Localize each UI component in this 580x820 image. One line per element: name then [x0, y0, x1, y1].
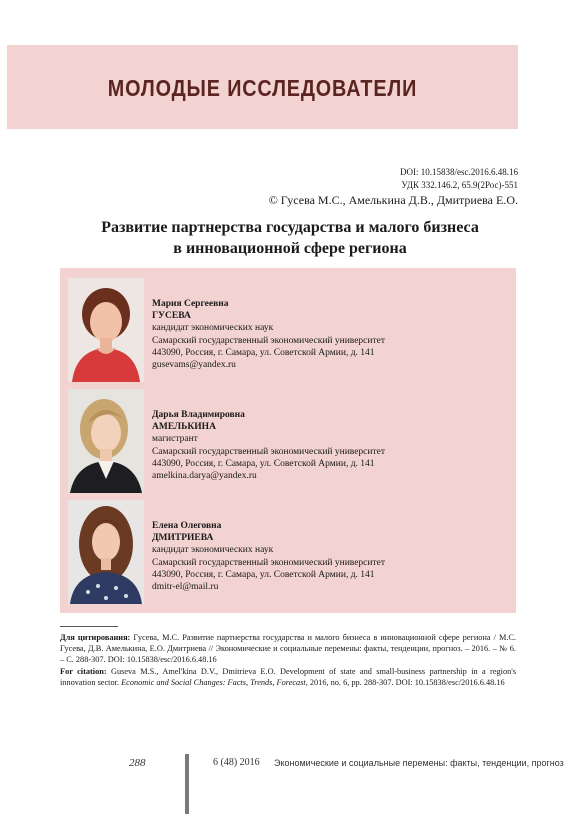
author-photo-amelkina	[68, 389, 144, 493]
author-address: 443090, Россия, г. Самара, ул. Советской Армии, д. 141	[152, 569, 375, 580]
author-info-guseva	[152, 298, 385, 371]
footnote-divider	[60, 626, 118, 627]
author-photo-dmitrieva	[68, 500, 144, 604]
author-last-name: АМЕЛЬКИНА	[152, 422, 216, 433]
citation-en-text: Guseva M.S., Amel'kina D.V., Dmitrieva E.O. Development of state and small-business partnership in a region's innovation sector.	[60, 667, 516, 687]
author-last-name: ГУСЕВА	[152, 311, 191, 322]
citation-en-journal: Economic and Social Changes: Facts, Trends, Forecast,	[121, 678, 308, 687]
author-last-name: ДМИТРИЕВА	[152, 533, 214, 544]
author-email: amelkina.darya@yandex.ru	[152, 471, 257, 482]
author-address: 443090, Россия, г. Самара, ул. Советской Армии, д. 141	[152, 347, 375, 358]
author-address: 443090, Россия, г. Самара, ул. Советской Армии, д. 141	[152, 458, 375, 469]
author-degree: магистрант	[152, 434, 198, 445]
author-degree: кандидат экономических наук	[152, 545, 274, 556]
author-degree: кандидат экономических наук	[152, 323, 274, 334]
author-photo-guseva	[68, 278, 144, 382]
doi: DOI: 10.15838/esc.2016.6.48.16	[400, 167, 518, 177]
copyright: © Гусева М.С., Амелькина Д.В., Дмитриева Е.О.	[268, 193, 518, 207]
page-number: 288	[129, 757, 146, 769]
authors-box	[60, 268, 516, 613]
author-email: dmitr-el@mail.ru	[152, 582, 219, 593]
journal-name: Экономические и социальные перемены: факты, тенденции, прогноз	[274, 758, 564, 768]
article-title	[60, 217, 520, 259]
footer-divider	[185, 754, 189, 814]
citation-en	[60, 666, 516, 688]
author-card-dmitrieva	[68, 500, 508, 604]
citation-en-text-tail: 2016, no. 6, pp. 288-307. DOI: 10.15838/esc/2016.6.48.16	[307, 678, 505, 687]
author-info-amelkina	[152, 409, 385, 482]
issue-number: 6 (48) 2016	[213, 757, 260, 768]
author-organization: Самарский государственный экономический университет	[152, 335, 386, 346]
citation-ru-label: Для цитирования:	[60, 633, 131, 642]
section-title: МОЛОДЫЕ ИССЛЕДОВАТЕЛИ	[107, 75, 418, 101]
citation-ru-text: Гусева, М.С. Развитие партнерства государства и малого бизнеса в инновационной сфере региона / М.С. Гусева, Д.В. Амелькина, Е.О. Дмитриева // Экономические и социальные перемены: факты, тенденции, прогноз. – 2016. – № 6. – С. 288-307. DOI: 10.15838/esc/2016.6.48.16	[60, 633, 517, 664]
author-first-name: Мария Сергеевна	[152, 299, 229, 309]
citation-ru	[60, 632, 516, 665]
author-info-dmitrieva	[152, 520, 385, 593]
author-email: gusevams@yandex.ru	[152, 360, 236, 371]
citation-en-label: For citation:	[60, 667, 107, 676]
author-card-amelkina	[68, 389, 508, 493]
article-title-line-2: в инновационной сфере региона	[173, 240, 407, 257]
article-title-line-1: Развитие партнерства государства и малого бизнеса	[101, 219, 479, 236]
section-banner	[7, 45, 518, 129]
author-card-guseva	[68, 278, 508, 382]
author-first-name: Елена Олеговна	[152, 521, 222, 531]
author-organization: Самарский государственный экономический университет	[152, 446, 386, 457]
author-first-name: Дарья Владимировна	[152, 410, 245, 420]
udk: УДК 332.146.2, 65.9(2Рос)-551	[401, 180, 518, 190]
author-organization: Самарский государственный экономический университет	[152, 557, 386, 568]
